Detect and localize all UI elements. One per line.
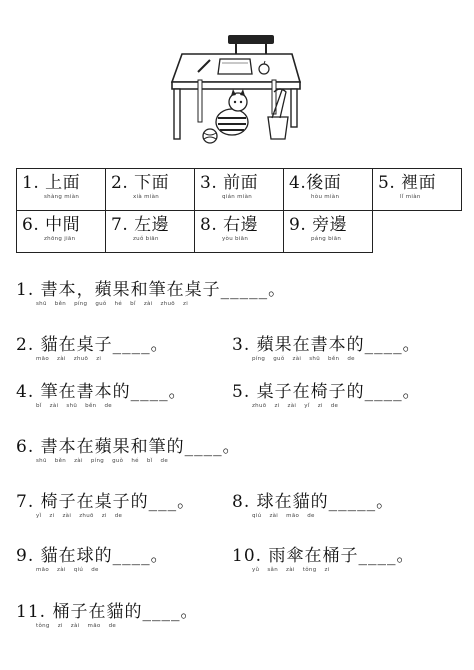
vocab-pinyin: xià miàn (133, 194, 160, 200)
question-text: 9. 貓在球的____。 (16, 546, 169, 566)
question-pinyin: bǐ zài shū běn de (36, 403, 112, 409)
question-text: 7. 椅子在桌子的___。 (16, 492, 196, 512)
question-pinyin: yǐ zi zài zhuō zi de (36, 513, 123, 519)
vocab-cell (106, 211, 195, 253)
table-scene-illustration (160, 32, 310, 150)
question-pinyin: shū běn zài píng guǒ hé bǐ de (36, 458, 169, 464)
vocab-pinyin: shàng miàn (44, 194, 80, 200)
question-11 (16, 602, 198, 629)
vocab-word: 2. 下面 (111, 173, 170, 193)
vocab-word: 1. 上面 (22, 173, 81, 193)
question-text: 10. 雨傘在桶子____。 (232, 546, 415, 566)
vocab-cell (195, 211, 284, 253)
vocab-cell (17, 211, 106, 253)
vocab-word: 3. 前面 (200, 173, 259, 193)
question-10 (232, 546, 414, 573)
vocab-cell (17, 169, 106, 211)
vocabulary-table (16, 168, 462, 253)
vocab-word: 4.後面 (289, 173, 342, 193)
question-text: 5. 桌子在椅子的____。 (232, 382, 421, 402)
question-4 (16, 382, 187, 409)
question-pinyin: shū běn píng guǒ hé bǐ zài zhuō zi (36, 301, 189, 307)
question-8 (232, 492, 394, 519)
question-text: 3. 蘋果在書本的____。 (232, 335, 421, 355)
question-7 (16, 492, 195, 519)
question-text: 1. 書本，蘋果和筆在桌子_____。 (16, 280, 287, 300)
vocab-pinyin: qián miàn (222, 194, 253, 200)
question-text: 11. 桶子在貓的____。 (16, 602, 199, 622)
vocab-word: 8. 右邊 (200, 215, 259, 235)
question-pinyin: tǒng zi zài māo de (36, 623, 117, 629)
vocab-pinyin: zuǒ biān (133, 236, 159, 242)
question-2 (16, 335, 169, 362)
vocab-cell (373, 169, 462, 211)
vocab-word: 6. 中間 (22, 215, 81, 235)
question-pinyin: píng guǒ zài shū běn de (252, 356, 355, 362)
question-text: 8. 球在貓的_____。 (232, 492, 395, 512)
question-pinyin: qiú zài māo de (252, 513, 315, 519)
question-5 (232, 382, 421, 409)
question-9 (16, 546, 169, 573)
empty-cell (373, 211, 462, 253)
question-6 (16, 437, 241, 464)
vocab-cell (284, 169, 373, 211)
vocab-word: 9. 旁邊 (289, 215, 348, 235)
question-pinyin: zhuō zi zài yǐ zi de (252, 403, 339, 409)
question-pinyin: māo zài qiú de (36, 567, 99, 573)
vocab-pinyin: hòu miàn (311, 194, 340, 200)
vocab-pinyin: lǐ miàn (400, 194, 421, 200)
vocab-pinyin: páng biān (311, 236, 342, 242)
vocab-cell (195, 169, 284, 211)
question-pinyin: māo zài zhuō zi (36, 356, 102, 362)
vocab-word: 5. 裡面 (378, 173, 437, 193)
question-1 (16, 280, 286, 307)
vocab-pinyin: zhōng jiān (44, 236, 76, 242)
question-text: 4. 筆在書本的____。 (16, 382, 187, 402)
question-3 (232, 335, 421, 362)
question-text: 2. 貓在桌子____。 (16, 335, 169, 355)
vocab-cell (106, 169, 195, 211)
vocab-pinyin: yòu biān (222, 236, 249, 242)
vocab-word: 7. 左邊 (111, 215, 170, 235)
question-pinyin: yǔ sǎn zài tǒng zi (252, 567, 330, 573)
vocab-cell (284, 211, 373, 253)
question-text: 6. 書本在蘋果和筆的____。 (16, 437, 241, 457)
